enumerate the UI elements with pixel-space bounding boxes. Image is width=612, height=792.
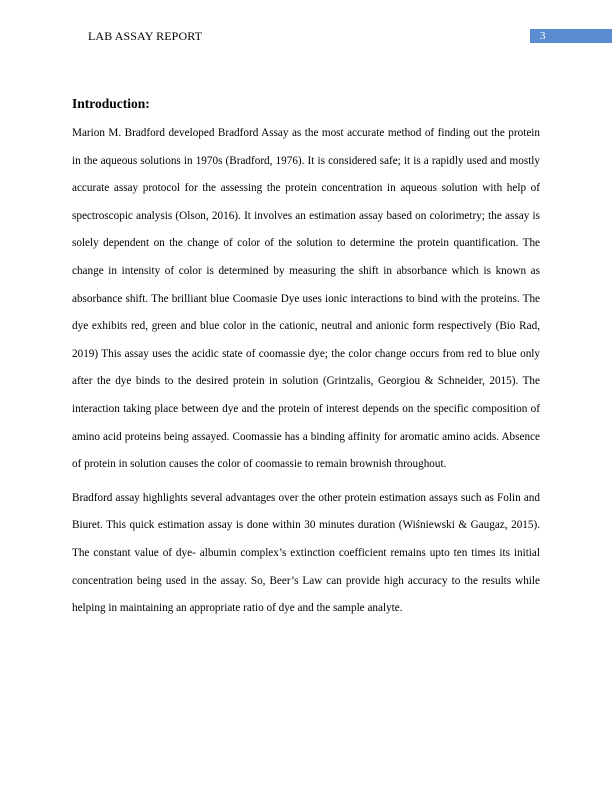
paragraph-1: Marion M. Bradford developed Bradford Assay as the most accurate method of finding out the protein in the aqueous solutions in 1970s (Bradford, 1976). It is considered safe; it is a rapidly used and mostly accurate assay protocol for the assessing the protein concentration in aqueous solution with help of spectroscopic analysis (Olson, 2016). It involves an estimation assay based on colorimetry; the assay is solely dependent on the change of color of the solution to determine the protein quantification. The change in intensity of color is determined by measuring the shift in absorbance which is known as absorbance shift. The brilliant blue Coomasie Dye uses ionic interactions to bind with the proteins. The dye exhibits red, green and blue color in the cationic, neutral and anionic form respectively (Bio Rad, 2019) This assay uses the acidic state of coomassie dye; the color change occurs from red to blue only after the dye binds to the desired protein in solution (Grintzalis, Georgiou & Schneider, 2015). The interaction taking place between dye and the protein of interest depends on the specific composition of amino acid proteins being assayed. Coomassie has a binding affinity for aromatic amino acids. Absence of protein in solution causes the color of coomassie to remain brownish throughout. bbox=[72, 127, 540, 471]
page-number: 3 bbox=[540, 30, 546, 42]
page-number-box bbox=[530, 29, 612, 43]
running-header-title: LAB ASSAY REPORT bbox=[88, 29, 203, 43]
document-body bbox=[72, 94, 540, 629]
section-heading-introduction: Introduction: bbox=[72, 96, 150, 111]
paragraph-2: Bradford assay highlights several advantages over the other protein estimation assays such as Folin and Biuret. This quick estimation assay is done within 30 minutes duration (Wiśniewski & Gaugaz, 2015). The constant value of dye- albumin complex’s extinction coefficient remains upto ten times its initial concentration being used in the assay. So, Beer’s Law can provide high accuracy to the results while helping in maintaining an appropriate ratio of dye and the sample analyte. bbox=[72, 491, 540, 615]
